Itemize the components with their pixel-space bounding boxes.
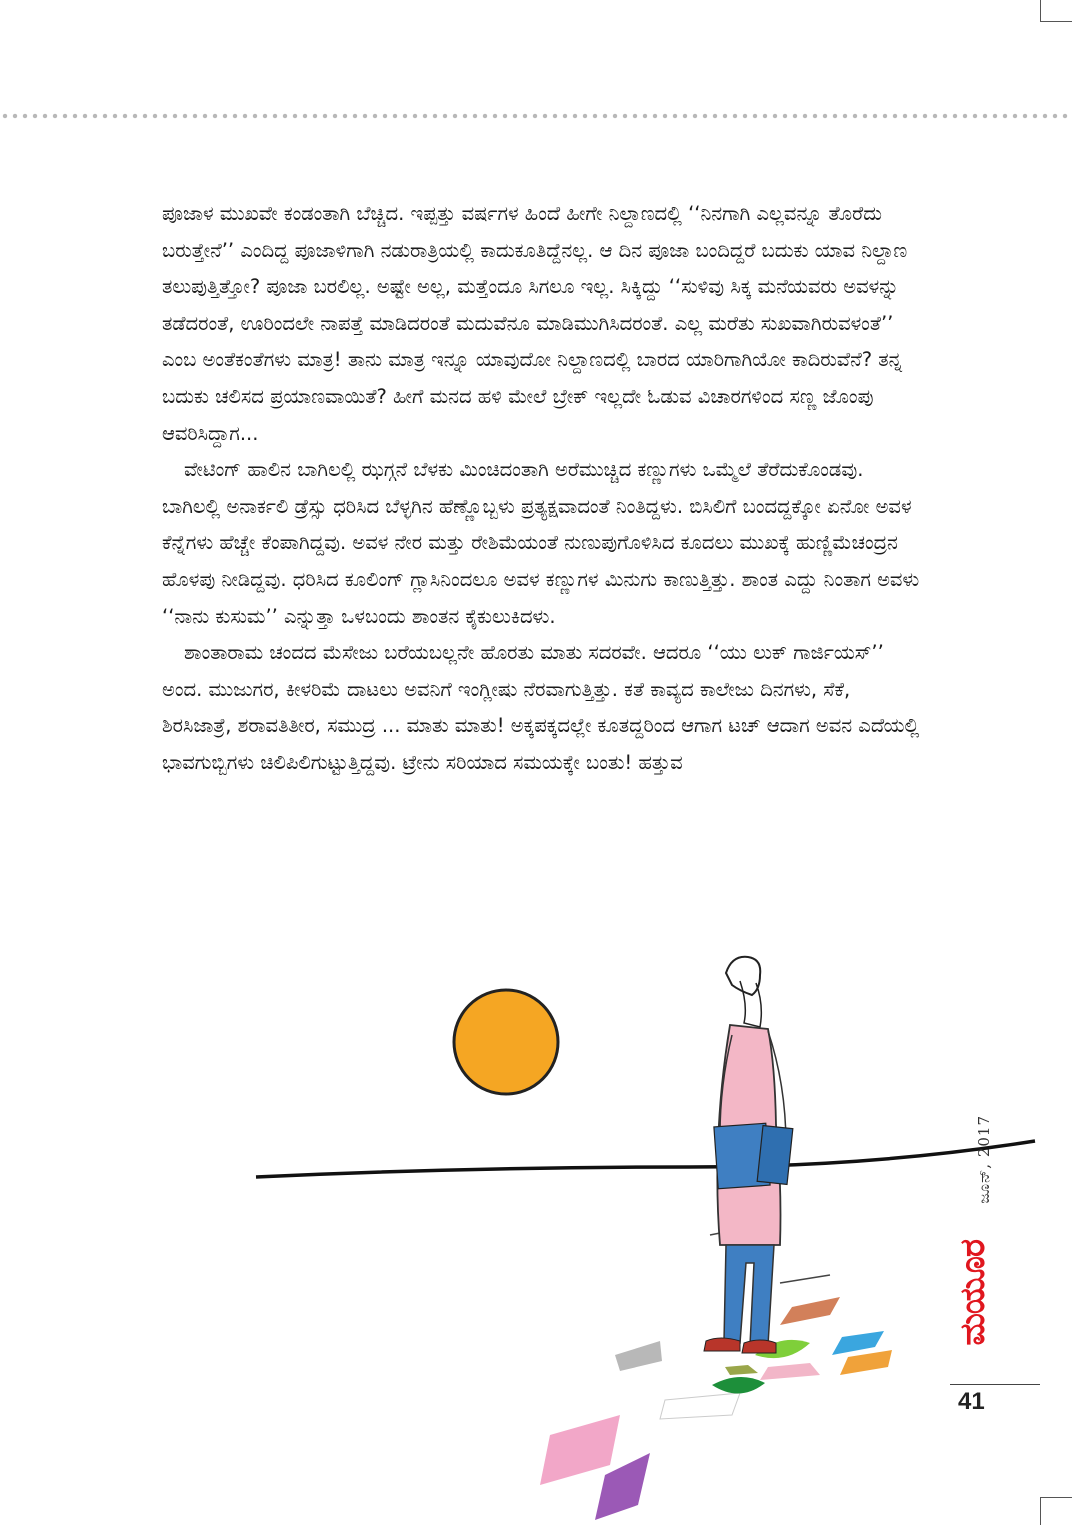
man-shoe: [742, 1340, 776, 1353]
page-number: 41: [958, 1388, 985, 1415]
sun: [454, 990, 558, 1094]
page-number-rule: [950, 1384, 1040, 1385]
crop-mark-bottom: [1040, 1497, 1072, 1525]
scattered-paper: [660, 1393, 740, 1419]
leaf-shape: [712, 1377, 765, 1394]
magazine-masthead: ಮಯೂರ: [953, 1240, 993, 1346]
scattered-paper: [615, 1341, 662, 1371]
scattered-paper: [760, 1363, 820, 1380]
article-paragraph: ಶಾಂತಾರಾಮ ಚಂದದ ಮೆಸೇಜು ಬರೆಯಬಲ್ಲನೇ ಹೊರತು ಮಾತು ಸದರವೇ. ಆದರೂ ‘‘ಯು ಲುಕ್ ಗಾರ್ಜಿಯಸ್’’ ಅಂದ. ಮುಜುಗರ, ಕೀಳರಿಮೆ ದಾಟಲು ಅವನಿಗೆ ಇಂಗ್ಲೀಷು ನೆರವಾಗುತ್ತಿತ್ತು. ಕತೆ ಕಾವ್ಯದ ಕಾಲೇಜು ದಿನಗಳು, ಸೆಕೆ, ಶಿರಸಿಜಾತ್ರೆ, ಶರಾವತಿತೀರ, ಸಮುದ್ರ ... ಮಾತು ಮಾತು! ಅಕ್ಕಪಕ್ಕದಲ್ಲೇ ಕೂತದ್ದರಿಂದ ಆಗಾಗ ಟಚ್ ಆದಾಗ ಅವನ ಎದೆಯಲ್ಲಿ ಭಾವಗುಬ್ಬಿಗಳು ಚಿಲಿಪಿಲಿಗುಟ್ಟುತ್ತಿದ್ದವು. ಟ್ರೇನು ಸರಿಯಾದ ಸಮಯಕ್ಕೇ ಬಂತು! ಹತ್ತುವ: [162, 641, 920, 774]
crop-mark-top: [1040, 0, 1072, 22]
issue-date: ಜೂನ್, 2017: [975, 1115, 993, 1204]
article-paragraph: ಪೂಜಾಳ ಮುಖವೇ ಕಂಡಂತಾಗಿ ಬೆಚ್ಚಿದ. ಇಪ್ಪತ್ತು ವರ್ಷಗಳ ಹಿಂದೆ ಹೀಗೇ ನಿಲ್ದಾಣದಲ್ಲಿ ‘‘ನಿನಗಾಗಿ ಎಲ್ಲವನ್ನೂ ತೊರೆದು ಬರುತ್ತೇನೆ’’ ಎಂದಿದ್ದ ಪೂಜಾಳಿಗಾಗಿ ನಡುರಾತ್ರಿಯಲ್ಲಿ ಕಾದುಕೂತಿದ್ದೆನಲ್ಲ. ಆ ದಿನ ಪೂಜಾ ಬಂದಿದ್ದರೆ ಬದುಕು ಯಾವ ನಿಲ್ದಾಣ ತಲುಪುತ್ತಿತ್ತೋ? ಪೂಜಾ ಬರಲಿಲ್ಲ. ಅಷ್ಟೇ ಅಲ್ಲ, ಮತ್ತೆಂದೂ ಸಿಗಲೂ ಇಲ್ಲ. ಸಿಕ್ಕಿದ್ದು ‘‘ಸುಳಿವು ಸಿಕ್ಕ ಮನೆಯವರು ಅವಳನ್ನು ತಡೆದರಂತೆ, ಊರಿಂದಲೇ ನಾಪತ್ತೆ ಮಾಡಿದರಂತೆ ಮದುವೆನೂ ಮಾಡಿಮುಗಿಸಿದರಂತೆ. ಎಲ್ಲ ಮರೆತು ಸುಖವಾಗಿರುವಳಂತೆ’’ ಎಂಬ ಅಂತೆಕಂತೆಗಳು ಮಾತ್ರ! ತಾನು ಮಾತ್ರ ಇನ್ನೂ ಯಾವುದೋ ನಿಲ್ದಾಣದಲ್ಲಿ ಬಾರದ ಯಾರಿಗಾಗಿಯೋ ಕಾದಿರುವೆನೆ? ತನ್ನ ಬದುಕು ಚಲಿಸದ ಪ್ರಯಾಣವಾಯಿತೆ? ಹೀಗೆ ಮನದ ಹಳಿ ಮೇಲೆ ಬ್ರೇಕ್ ಇಲ್ಲದೇ ಓಡುವ ವಿಚಾರಗಳಿಂದ ಸಣ್ಣ ಜೊಂಪು ಆವರಿಸಿದ್ದಾಗ...: [162, 202, 908, 445]
article-paragraph: ವೇಟಿಂಗ್ ಹಾಲಿನ ಬಾಗಿಲಲ್ಲಿ ಝಗ್ಗನೆ ಬೆಳಕು ಮಿಂಚಿದಂತಾಗಿ ಅರೆಮುಚ್ಚಿದ ಕಣ್ಣುಗಳು ಒಮ್ಮೆಲೆ ತೆರೆದುಕೊಂಡವು. ಬಾಗಿಲಲ್ಲಿ ಅನಾರ್ಕಲಿ ಡ್ರೆಸ್ಸು ಧರಿಸಿದ ಬೆಳ್ಳಗಿನ ಹೆಣ್ಣೊಬ್ಬಳು ಪ್ರತ್ಯಕ್ಷವಾದಂತೆ ನಿಂತಿದ್ದಳು. ಬಿಸಿಲಿಗೆ ಬಂದದ್ದಕ್ಕೋ ಏನೋ ಅವಳ ಕೆನ್ನೆಗಳು ಹೆಚ್ಚೇ ಕೆಂಪಾಗಿದ್ದವು. ಅವಳ ನೇರ ಮತ್ತು ರೇಶಿಮೆಯಂತೆ ನುಣುಪುಗೊಳಿಸಿದ ಕೂದಲು ಮುಖಕ್ಕೆ ಹುಣ್ಣಿಮೆಚಂದ್ರನ ಹೊಳಪು ನೀಡಿದ್ದವು. ಧರಿಸಿದ ಕೂಲಿಂಗ್ ಗ್ಲಾಸಿನಿಂದಲೂ ಅವಳ ಕಣ್ಣುಗಳ ಮಿನುಗು ಕಾಣುತ್ತಿತ್ತು. ಶಾಂತ ಎದ್ದು ನಿಂತಾಗ ಅವಳು ‘‘ನಾನು ಕುಸುಮ’’ ಎನ್ನುತ್ತಾ ಒಳಬಂದು ಶಾಂತನ ಕೈಕುಲುಕಿದಳು.: [162, 458, 920, 628]
man-trousers: [724, 1245, 774, 1345]
scattered-paper: [780, 1297, 840, 1325]
scattered-paper: [832, 1331, 884, 1355]
horizon-line: [256, 1141, 1035, 1177]
ground-stroke: [780, 1275, 830, 1283]
man-standing-by-sun-illustration: [220, 945, 1040, 1525]
blue-folder: [757, 1126, 793, 1185]
scattered-paper: [725, 1365, 758, 1375]
header-dotted-rule: [0, 113, 1072, 119]
article-body: [162, 196, 922, 782]
scattered-paper: [840, 1350, 892, 1375]
man-shoe: [704, 1338, 740, 1351]
man-face: [740, 981, 761, 1027]
